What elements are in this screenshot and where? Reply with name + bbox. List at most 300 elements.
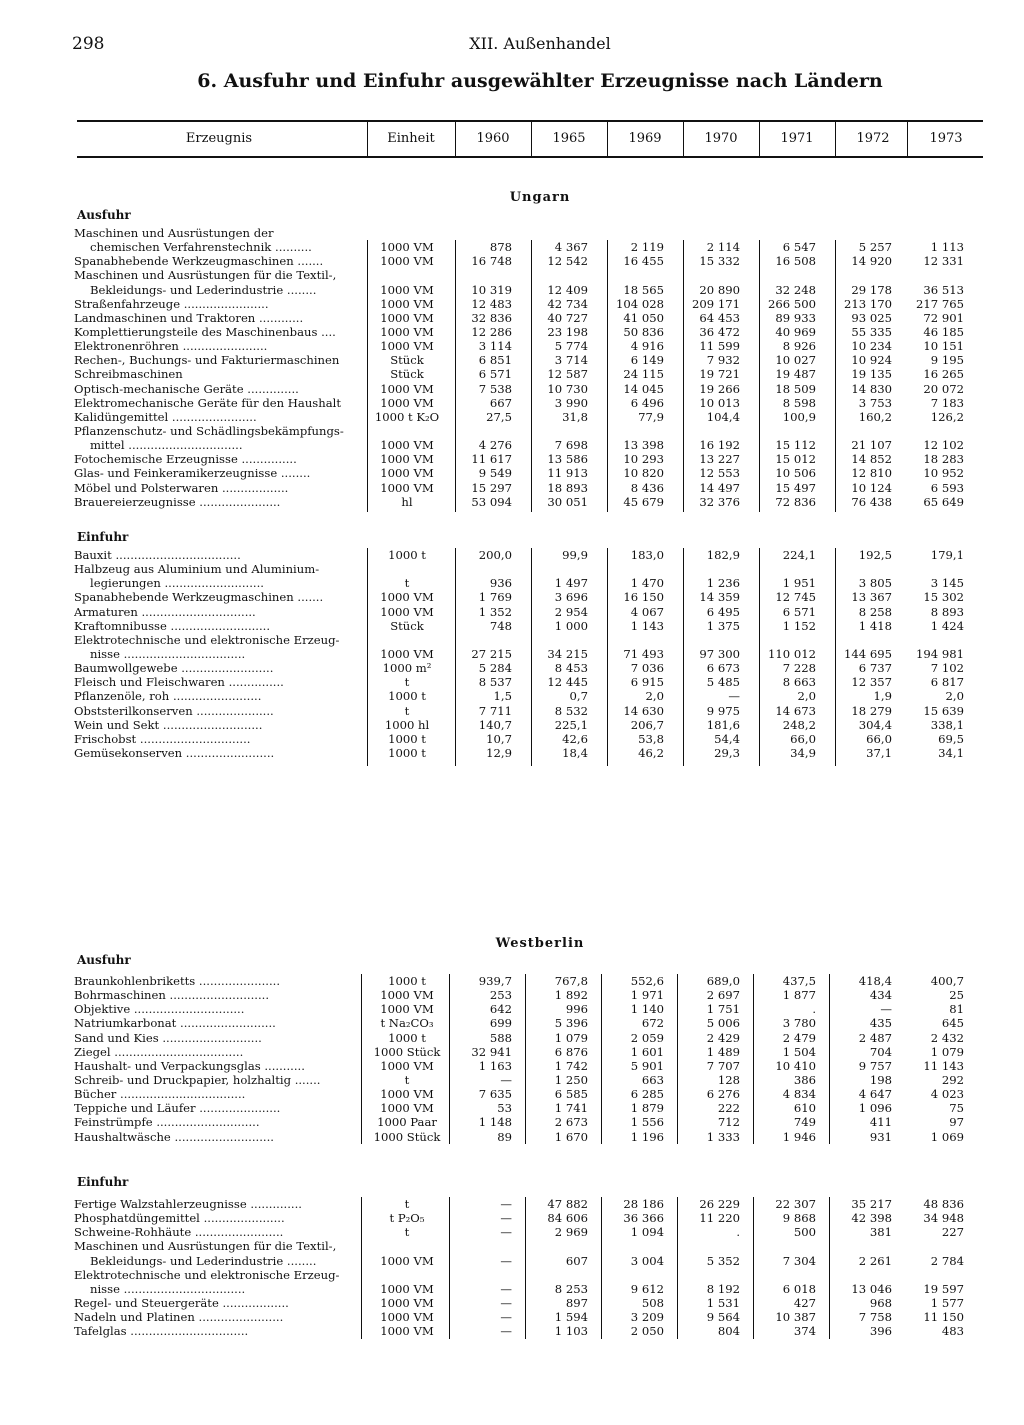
value-cell: 10 027 xyxy=(775,353,816,368)
unit-cell: 1000 m² xyxy=(382,661,432,676)
table-row xyxy=(0,311,1024,325)
value-cell: 14 359 xyxy=(699,590,740,605)
column-rule xyxy=(531,240,532,512)
header-year: 1973 xyxy=(907,122,984,156)
value-cell: 4 916 xyxy=(630,339,664,354)
value-cell: 126,2 xyxy=(930,409,964,424)
value-cell: 34,1 xyxy=(938,745,964,760)
table-row xyxy=(0,438,1024,452)
table-row xyxy=(0,689,1024,703)
value-cell: 6 585 xyxy=(554,1087,588,1102)
value-cell: 14 630 xyxy=(623,703,664,718)
value-cell: 10 410 xyxy=(775,1058,816,1073)
value-cell: 89 xyxy=(497,1129,512,1144)
product-name: Pflanzenöle, roh ........................ xyxy=(74,689,262,704)
value-cell: 3 805 xyxy=(858,576,892,591)
value-cell: 936 xyxy=(489,576,512,591)
value-cell: 217 765 xyxy=(916,296,964,311)
value-cell: 11 913 xyxy=(547,466,588,481)
value-cell: 1 333 xyxy=(706,1129,740,1144)
value-cell: 81 xyxy=(949,1002,964,1017)
column-rule xyxy=(601,974,602,1144)
value-cell: 66,0 xyxy=(866,731,892,746)
value-cell: — xyxy=(500,1072,512,1087)
value-cell: 1 489 xyxy=(706,1044,740,1059)
value-cell: 55 335 xyxy=(851,324,892,339)
value-cell: 10 924 xyxy=(851,353,892,368)
value-cell: 97 300 xyxy=(699,646,740,661)
value-cell: 7 228 xyxy=(782,661,816,676)
value-cell: 1,9 xyxy=(873,689,892,704)
product-name: legierungen ........................... xyxy=(90,576,264,591)
value-cell: 1 143 xyxy=(630,618,664,633)
value-cell: 6 876 xyxy=(554,1044,588,1059)
product-name: Kraftomnibusse ........................... xyxy=(74,618,271,633)
unit-cell: 1000 VM xyxy=(380,254,434,269)
column-rule xyxy=(759,548,760,766)
value-cell: 13 227 xyxy=(699,452,740,467)
rows-westberlin-import xyxy=(0,1197,1024,1338)
table-row xyxy=(0,732,1024,746)
value-cell: 1 877 xyxy=(782,988,816,1003)
value-cell: 6 149 xyxy=(630,353,664,368)
value-cell: 2 673 xyxy=(554,1115,588,1130)
product-name: Halbzeug aus Aluminium und Aluminium- xyxy=(74,562,320,577)
value-cell: 3 145 xyxy=(930,576,964,591)
product-name: Komplettierungsteile des Maschinenbaus .... xyxy=(74,324,336,339)
value-cell: 2 479 xyxy=(782,1030,816,1045)
unit-cell: 1000 Stück xyxy=(373,1044,441,1059)
table-row xyxy=(0,1059,1024,1073)
value-cell: 128 xyxy=(717,1072,740,1087)
value-cell: 248,2 xyxy=(782,717,816,732)
value-cell: 2 487 xyxy=(858,1030,892,1045)
value-cell: 7 304 xyxy=(782,1253,816,1268)
value-cell: 222 xyxy=(717,1101,740,1116)
value-cell: 19 266 xyxy=(699,381,740,396)
value-cell: 642 xyxy=(489,1002,512,1017)
value-cell: 411 xyxy=(869,1115,892,1130)
unit-cell: 1000 VM xyxy=(380,1058,434,1073)
table-row xyxy=(0,254,1024,268)
value-cell: 2 432 xyxy=(930,1030,964,1045)
value-cell: 931 xyxy=(869,1129,892,1144)
table-header xyxy=(77,120,983,158)
column-rule xyxy=(759,240,760,512)
product-name: Feinstrümpfe ............................ xyxy=(74,1115,260,1130)
value-cell: 8 598 xyxy=(782,395,816,410)
value-cell: 748 xyxy=(489,618,512,633)
value-cell: 48 836 xyxy=(923,1197,964,1211)
table-row xyxy=(0,988,1024,1002)
value-cell: 5 352 xyxy=(706,1253,740,1268)
product-name: Haushalt- und Verpackungsglas ........... xyxy=(74,1058,305,1073)
value-cell: 483 xyxy=(941,1324,964,1339)
value-cell: 104 028 xyxy=(616,296,664,311)
value-cell: 0,7 xyxy=(569,689,588,704)
value-cell: 10 387 xyxy=(775,1310,816,1325)
product-name: Obststerilkonserven ..................... xyxy=(74,703,274,718)
value-cell: 40 969 xyxy=(775,324,816,339)
table-row xyxy=(0,1031,1024,1045)
value-cell: 25 xyxy=(949,988,964,1003)
value-cell: 93 025 xyxy=(851,310,892,325)
value-cell: 6 276 xyxy=(706,1087,740,1102)
value-cell: 18 279 xyxy=(851,703,892,718)
unit-cell: t xyxy=(404,1197,410,1211)
value-cell: — xyxy=(728,689,740,704)
value-cell: — xyxy=(500,1295,512,1310)
value-cell: 160,2 xyxy=(858,409,892,424)
value-cell: 12 810 xyxy=(851,466,892,481)
value-cell: 1 079 xyxy=(554,1030,588,1045)
unit-cell: t xyxy=(404,1225,410,1240)
value-cell: 11 599 xyxy=(699,339,740,354)
unit-cell: 1000 VM xyxy=(380,604,434,619)
value-cell: 2,0 xyxy=(797,689,816,704)
value-cell: 179,1 xyxy=(930,548,964,562)
product-name: Teppiche und Läufer ...................... xyxy=(74,1101,281,1116)
product-name: Kalidüngemittel ....................... xyxy=(74,409,257,424)
value-cell: 292 xyxy=(941,1072,964,1087)
value-cell: — xyxy=(880,1002,892,1017)
value-cell: 1 236 xyxy=(706,576,740,591)
value-cell: 194 981 xyxy=(916,646,964,661)
unit-cell: t xyxy=(404,1072,410,1087)
unit-cell: 1000 VM xyxy=(380,1253,434,1268)
table-row xyxy=(0,548,1024,562)
value-cell: 14 045 xyxy=(623,381,664,396)
value-cell: 16 265 xyxy=(923,367,964,382)
value-cell: 64 453 xyxy=(699,310,740,325)
value-cell: 110 012 xyxy=(768,646,816,661)
unit-cell: 1000 VM xyxy=(380,395,434,410)
product-name: Spanabhebende Werkzeugmaschinen ....... xyxy=(74,254,324,269)
value-cell: 10 506 xyxy=(775,466,816,481)
product-name: Bekleidungs- und Lederindustrie ........ xyxy=(90,1253,317,1268)
value-cell: 27 215 xyxy=(471,646,512,661)
value-cell: 12 286 xyxy=(471,324,512,339)
value-cell: 7 711 xyxy=(478,703,512,718)
value-cell: 7 698 xyxy=(554,438,588,453)
column-rule xyxy=(449,974,450,1144)
column-rule xyxy=(829,974,830,1144)
table-row xyxy=(0,1225,1024,1239)
value-cell: 9 612 xyxy=(630,1281,664,1296)
value-cell: 16 150 xyxy=(623,590,664,605)
table-row xyxy=(0,974,1024,988)
value-cell: 2 954 xyxy=(554,604,588,619)
unit-cell: 1000 VM xyxy=(380,480,434,495)
value-cell: 24 115 xyxy=(623,367,664,382)
value-cell: 10 293 xyxy=(623,452,664,467)
table-row xyxy=(0,268,1024,282)
table-row xyxy=(0,1115,1024,1129)
product-name: Fleisch und Fleischwaren ............... xyxy=(74,675,284,690)
value-cell: 1 096 xyxy=(858,1101,892,1116)
value-cell: 19 135 xyxy=(851,367,892,382)
value-cell: 30 051 xyxy=(547,494,588,509)
table-row xyxy=(0,1130,1024,1144)
table-row xyxy=(0,1254,1024,1268)
value-cell: 76 438 xyxy=(851,494,892,509)
value-cell: 6 571 xyxy=(478,367,512,382)
table-row xyxy=(0,410,1024,424)
value-cell: 996 xyxy=(565,1002,588,1017)
value-cell: 227 xyxy=(941,1225,964,1240)
value-cell: 1 879 xyxy=(630,1101,664,1116)
column-rule xyxy=(455,240,456,512)
value-cell: 1 497 xyxy=(554,576,588,591)
value-cell: 32 941 xyxy=(471,1044,512,1059)
unit-cell: Stück xyxy=(390,367,424,382)
table-title xyxy=(0,70,1024,92)
value-cell: 400,7 xyxy=(930,974,964,988)
value-cell: 10 124 xyxy=(851,480,892,495)
value-cell: 15 012 xyxy=(775,452,816,467)
value-cell: — xyxy=(500,1253,512,1268)
table-row xyxy=(0,382,1024,396)
value-cell: 4 067 xyxy=(630,604,664,619)
value-cell: 386 xyxy=(793,1072,816,1087)
table-row xyxy=(0,633,1024,647)
value-cell: 1 892 xyxy=(554,988,588,1003)
value-cell: — xyxy=(500,1211,512,1226)
value-cell: 18 283 xyxy=(923,452,964,467)
value-cell: 182,9 xyxy=(706,548,740,562)
value-cell: 8 453 xyxy=(554,661,588,676)
value-cell: 14 852 xyxy=(851,452,892,467)
table-row xyxy=(0,1045,1024,1059)
value-cell: 4 276 xyxy=(478,438,512,453)
header-year: 1970 xyxy=(683,122,758,156)
value-cell: 3 990 xyxy=(554,395,588,410)
product-name: Straßenfahrzeuge ....................... xyxy=(74,296,269,311)
table-row xyxy=(0,339,1024,353)
value-cell: 338,1 xyxy=(930,717,964,732)
product-name: Natriumkarbonat .......................... xyxy=(74,1016,276,1031)
value-cell: 11 617 xyxy=(471,452,512,467)
value-cell: 4 023 xyxy=(930,1087,964,1102)
table-row xyxy=(0,367,1024,381)
value-cell: 1 751 xyxy=(706,1002,740,1017)
value-cell: 12 483 xyxy=(471,296,512,311)
unit-cell: 1000 VM xyxy=(380,988,434,1003)
column-rule xyxy=(361,1197,362,1339)
value-cell: 198 xyxy=(869,1072,892,1087)
value-cell: 21 107 xyxy=(851,438,892,453)
value-cell: 4 367 xyxy=(554,240,588,255)
value-cell: 19 721 xyxy=(699,367,740,382)
table-row xyxy=(0,466,1024,480)
table-row xyxy=(0,283,1024,297)
value-cell: 2 119 xyxy=(630,240,664,255)
value-cell: 968 xyxy=(869,1295,892,1310)
product-name: chemischen Verfahrenstechnik .......... xyxy=(90,240,312,255)
table-row xyxy=(0,1296,1024,1310)
value-cell: 3 753 xyxy=(858,395,892,410)
value-cell: 2 261 xyxy=(858,1253,892,1268)
value-cell: 181,6 xyxy=(706,717,740,732)
table-row xyxy=(0,396,1024,410)
value-cell: 13 046 xyxy=(851,1281,892,1296)
product-name: Sand und Kies ........................... xyxy=(74,1030,262,1045)
table-row xyxy=(0,481,1024,495)
value-cell: 15 112 xyxy=(775,438,816,453)
value-cell: 304,4 xyxy=(858,717,892,732)
header-year: 1965 xyxy=(531,122,606,156)
value-cell: 7 036 xyxy=(630,661,664,676)
value-cell: 897 xyxy=(565,1295,588,1310)
unit-cell: 1000 VM xyxy=(380,324,434,339)
value-cell: 6 851 xyxy=(478,353,512,368)
value-cell: 5 257 xyxy=(858,240,892,255)
unit-cell: t xyxy=(404,675,410,690)
value-cell: 19 487 xyxy=(775,367,816,382)
unit-cell: Stück xyxy=(390,353,424,368)
value-cell: 75 xyxy=(949,1101,964,1116)
value-cell: 4 834 xyxy=(782,1087,816,1102)
value-cell: 2 050 xyxy=(630,1324,664,1339)
value-cell: 8 893 xyxy=(930,604,964,619)
value-cell: 28 186 xyxy=(623,1197,664,1211)
value-cell: 54,4 xyxy=(714,731,740,746)
product-name: Optisch-mechanische Geräte .............. xyxy=(74,381,299,396)
column-rule xyxy=(753,1197,754,1339)
value-cell: 878 xyxy=(489,240,512,255)
unit-cell: 1000 VM xyxy=(380,381,434,396)
column-rule xyxy=(525,974,526,1144)
unit-cell: 1000 VM xyxy=(380,240,434,255)
country-name: Westberlin xyxy=(495,936,585,951)
value-cell: 8 537 xyxy=(478,675,512,690)
table-row xyxy=(0,1197,1024,1211)
table-row xyxy=(0,325,1024,339)
product-name: Schweine-Rohhäute ........................ xyxy=(74,1225,284,1240)
product-name: Braunkohlenbriketts ...................... xyxy=(74,974,281,988)
unit-cell: 1000 t xyxy=(388,745,426,760)
value-cell: 2 697 xyxy=(706,988,740,1003)
value-cell: 7 538 xyxy=(478,381,512,396)
value-cell: 65 649 xyxy=(923,494,964,509)
value-cell: 2 429 xyxy=(706,1030,740,1045)
value-cell: 434 xyxy=(869,988,892,1003)
value-cell: 15 497 xyxy=(775,480,816,495)
value-cell: 6 593 xyxy=(930,480,964,495)
table-row xyxy=(0,675,1024,689)
value-cell: 34 215 xyxy=(547,646,588,661)
product-name: Schreib- und Druckpapier, holzhaltig ....... xyxy=(74,1072,321,1087)
column-rule xyxy=(367,548,368,766)
value-cell: 1 424 xyxy=(930,618,964,633)
value-cell: 1 504 xyxy=(782,1044,816,1059)
value-cell: 4 647 xyxy=(858,1087,892,1102)
table-row xyxy=(0,576,1024,590)
value-cell: 16 192 xyxy=(699,438,740,453)
product-name: Elektronenröhren ....................... xyxy=(74,339,268,354)
value-cell: 5 485 xyxy=(706,675,740,690)
product-name: Bohrmaschinen ........................... xyxy=(74,988,270,1003)
table-row xyxy=(0,1282,1024,1296)
value-cell: 2 784 xyxy=(930,1253,964,1268)
value-cell: 3 780 xyxy=(782,1016,816,1031)
value-cell: 508 xyxy=(641,1295,664,1310)
value-cell: 36 366 xyxy=(623,1211,664,1226)
unit-cell: 1000 VM xyxy=(380,646,434,661)
unit-cell: 1000 Stück xyxy=(373,1129,441,1144)
value-cell: 5 006 xyxy=(706,1016,740,1031)
value-cell: 500 xyxy=(793,1225,816,1240)
value-cell: 6 496 xyxy=(630,395,664,410)
product-name: Brauereierzeugnisse ...................... xyxy=(74,494,281,509)
table-row xyxy=(0,1310,1024,1324)
value-cell: 1 163 xyxy=(478,1058,512,1073)
table-row xyxy=(0,704,1024,718)
table-row xyxy=(0,647,1024,661)
product-name: Bücher .................................. xyxy=(74,1087,246,1102)
value-cell: 1 069 xyxy=(930,1129,964,1144)
value-cell: 32 376 xyxy=(699,494,740,509)
value-cell: 12 409 xyxy=(547,282,588,297)
column-rule xyxy=(607,548,608,766)
table-row xyxy=(0,590,1024,604)
value-cell: 12 102 xyxy=(923,438,964,453)
value-cell: 1 946 xyxy=(782,1129,816,1144)
value-cell: 29,3 xyxy=(714,745,740,760)
product-name: Ziegel ................................... xyxy=(74,1044,244,1059)
value-cell: 767,8 xyxy=(554,974,588,988)
value-cell: 689,0 xyxy=(706,974,740,988)
value-cell: 8 436 xyxy=(630,480,664,495)
product-name: Elektromechanische Geräte für den Haushalt xyxy=(74,395,341,410)
column-rule xyxy=(835,240,836,512)
value-cell: — xyxy=(500,1225,512,1240)
column-rule xyxy=(677,974,678,1144)
value-cell: 5 284 xyxy=(478,661,512,676)
product-name: Phosphatdüngemittel ...................... xyxy=(74,1211,285,1226)
value-cell: 84 606 xyxy=(547,1211,588,1226)
value-cell: 14 673 xyxy=(775,703,816,718)
column-rule xyxy=(449,1197,450,1339)
column-rule xyxy=(607,240,608,512)
value-cell: 47 882 xyxy=(547,1197,588,1211)
unit-cell: 1000 VM xyxy=(380,282,434,297)
value-cell: 10 952 xyxy=(923,466,964,481)
product-name: Fertige Walzstahlerzeugnisse .............. xyxy=(74,1197,302,1211)
product-name: Rechen-, Buchungs- und Fakturiermaschinen xyxy=(74,353,340,368)
unit-cell: 1000 VM xyxy=(380,438,434,453)
unit-cell: t xyxy=(404,576,410,591)
value-cell: 32 248 xyxy=(775,282,816,297)
column-rule xyxy=(683,240,684,512)
value-cell: 9 975 xyxy=(706,703,740,718)
value-cell: 18 893 xyxy=(547,480,588,495)
value-cell: 1 769 xyxy=(478,590,512,605)
unit-cell: 1000 Paar xyxy=(377,1115,437,1130)
value-cell: 712 xyxy=(717,1115,740,1130)
value-cell: 46 185 xyxy=(923,324,964,339)
value-cell: 588 xyxy=(489,1030,512,1045)
value-cell: 3 004 xyxy=(630,1253,664,1268)
value-cell: 1 152 xyxy=(782,618,816,633)
value-cell: 1 601 xyxy=(630,1044,664,1059)
value-cell: 804 xyxy=(717,1324,740,1339)
block-label-import: Einfuhr xyxy=(77,1175,129,1189)
unit-cell: 1000 hl xyxy=(384,717,430,732)
table-row xyxy=(0,353,1024,367)
value-cell: 1 375 xyxy=(706,618,740,633)
value-cell: — xyxy=(500,1310,512,1325)
